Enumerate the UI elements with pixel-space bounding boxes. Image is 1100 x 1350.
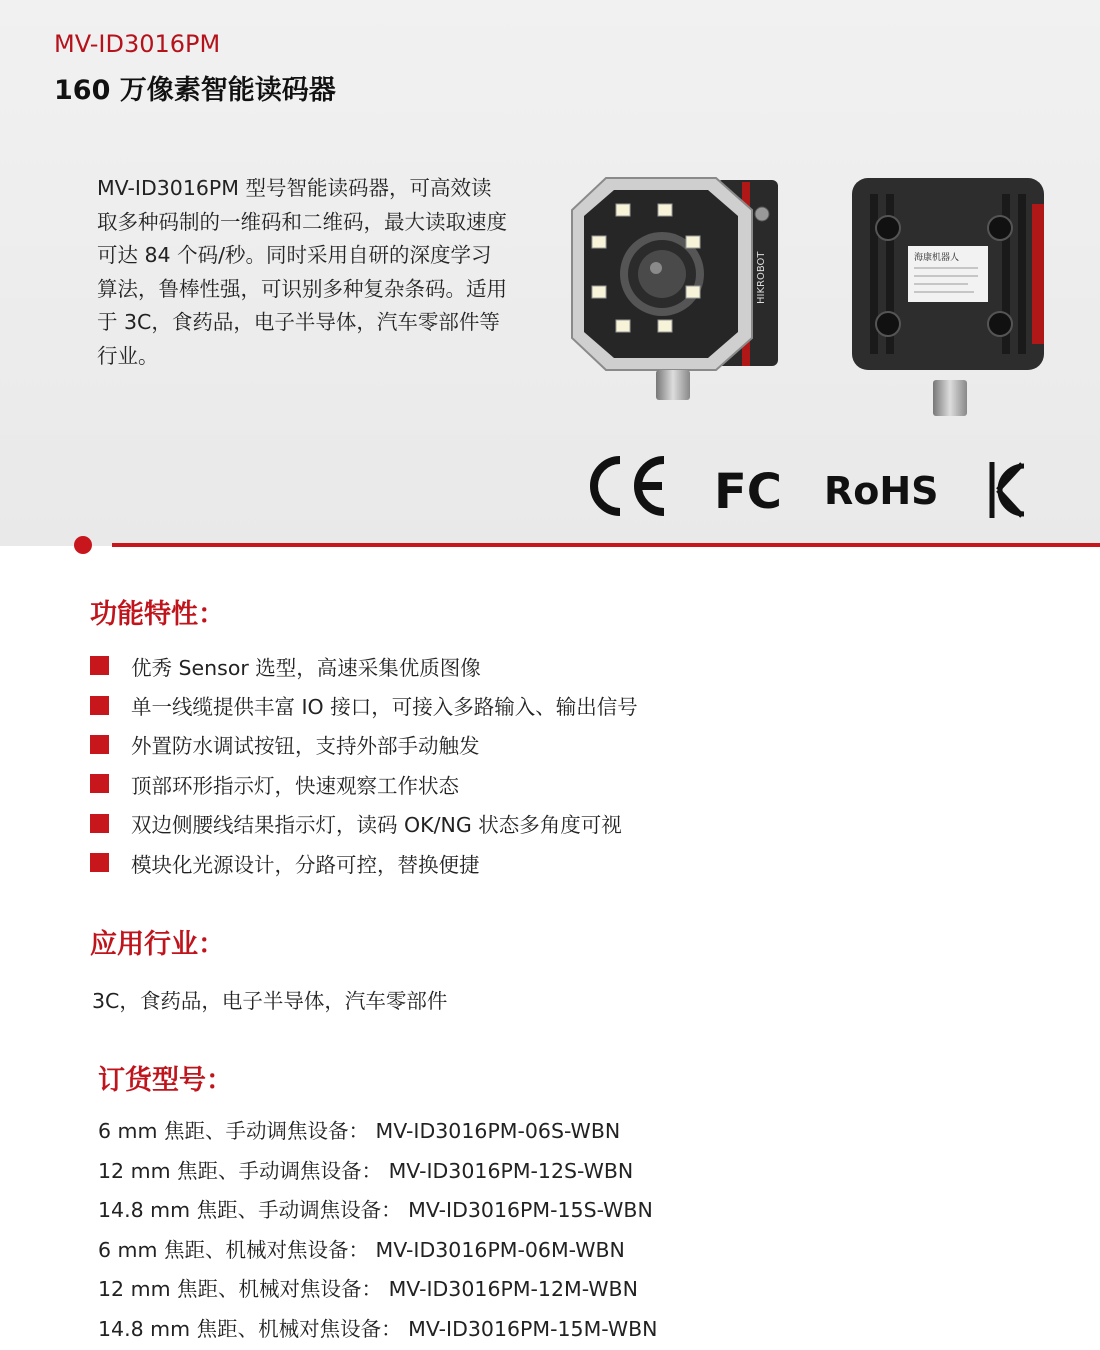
features-list (90, 646, 638, 882)
ce-mark-icon (594, 460, 664, 512)
feature-text: 模块化光源设计，分路可控，替换便捷 (131, 852, 480, 877)
feature-text: 双边侧腰线结果指示灯，读码 OK/NG 状态多角度可视 (131, 813, 622, 838)
list-item: 12 mm 焦距、手动调焦设备： MV-ID3016PM-12S-WBN (98, 1158, 634, 1183)
rohs-mark-icon: RoHS (824, 469, 939, 513)
front-connector (656, 370, 690, 400)
feature-text: 顶部环形指示灯，快速观察工作状态 (131, 773, 459, 798)
list-item (90, 725, 638, 764)
list-item: 14.8 mm 焦距、手动调焦设备： MV-ID3016PM-15S-WBN (98, 1198, 653, 1222)
model-number: MV-ID3016PM (54, 30, 221, 58)
bullet-square-icon (90, 696, 109, 715)
certification-logos (584, 452, 1034, 522)
back-label: 海康机器人 (914, 253, 960, 263)
bullet-square-icon (90, 853, 109, 872)
brand-label: HIKROBOT (756, 251, 767, 304)
bullet-square-icon (90, 656, 109, 675)
order-models-list (98, 1112, 658, 1349)
divider-dot (74, 536, 92, 554)
list-item (90, 843, 638, 882)
list-item: 14.8 mm 焦距、机械对焦设备： MV-ID3016PM-15M-WBN (98, 1316, 658, 1341)
bullet-square-icon (90, 814, 109, 833)
feature-text: 外置防水调试按钮，支持外部手动触发 (131, 734, 480, 759)
intro-paragraph: MV-ID3016PM 型号智能读码器，可高效读取多种码制的一维码和二维码，最大读取速度可达 84 个码/秒。同时采用自研的深度学习算法，鲁棒性强，可识别多种复杂条码。适用于 3C，食药品，电子半导体，汽车零部件等行业。 (97, 176, 507, 368)
features-heading: 功能特性： (90, 599, 225, 630)
list-item (90, 764, 638, 803)
list-item (90, 646, 638, 685)
bullet-square-icon (90, 774, 109, 793)
list-item (90, 804, 638, 843)
industries-heading: 应用行业： (90, 929, 225, 960)
divider-line (112, 543, 1100, 547)
product-back-image (848, 174, 1048, 374)
bullet-square-icon (90, 735, 109, 754)
orders-heading: 订货型号： (98, 1065, 233, 1096)
industries-text: 3C，食药品，电子半导体，汽车零部件 (92, 989, 448, 1013)
list-item: 6 mm 焦距、机械对焦设备： MV-ID3016PM-06M-WBN (98, 1237, 625, 1262)
list-item (90, 685, 638, 724)
list-item: 6 mm 焦距、手动调焦设备： MV-ID3016PM-06S-WBN (98, 1119, 621, 1143)
back-connector (933, 380, 967, 416)
product-front-image (566, 174, 782, 374)
hero-panel (0, 0, 1100, 546)
list-item: 12 mm 焦距、机械对焦设备： MV-ID3016PM-12M-WBN (98, 1277, 638, 1301)
kc-mark-icon (992, 462, 1024, 518)
feature-text: 优秀 Sensor 选型，高速采集优质图像 (131, 655, 481, 680)
feature-text: 单一线缆提供丰富 IO 接口，可接入多路输入、输出信号 (131, 695, 638, 720)
page-title: 160 万像素智能读码器 (54, 75, 336, 106)
fcc-mark-icon: FC (714, 464, 783, 520)
